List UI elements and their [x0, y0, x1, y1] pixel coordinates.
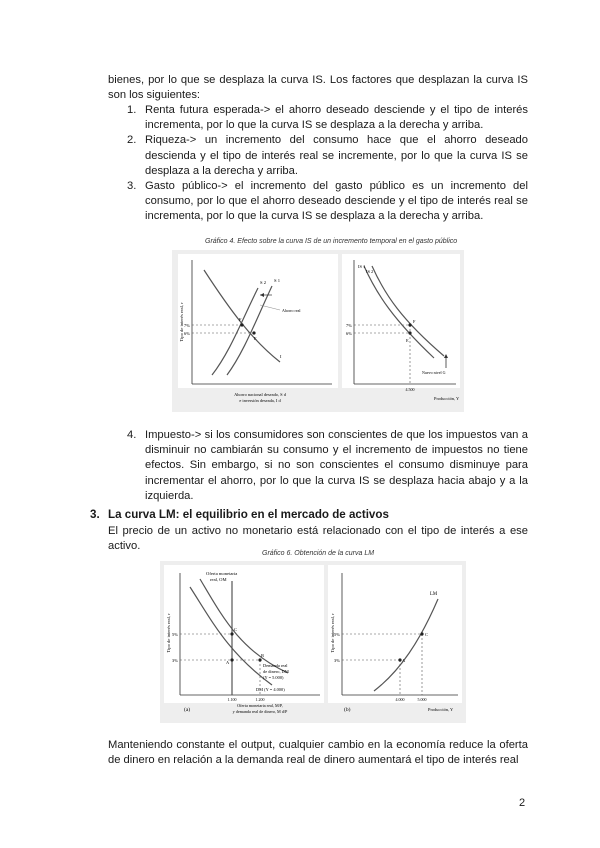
- om-label-1: Oferta monetaria: [206, 571, 238, 576]
- label-a-left: A: [226, 660, 230, 665]
- list-item: [127, 179, 528, 225]
- label-f-right: F: [413, 319, 416, 324]
- list-number: 3.: [127, 180, 137, 193]
- list-item: [127, 103, 528, 133]
- tick-x2-right: 5.000: [417, 697, 427, 702]
- right-panel: [342, 254, 460, 388]
- section-number: 3.: [90, 508, 100, 521]
- tick-3-left: 3%: [172, 658, 178, 663]
- left-panel: [178, 254, 338, 388]
- list-number: 2.: [127, 134, 137, 147]
- label-lm: LM: [430, 592, 438, 597]
- list-text: Riqueza-> un incremento del consumo hace que el ahorro deseado descienda y el tipo de interés real se incremente, por lo que la curva IS se desplaza a la derecha y arriba.: [145, 134, 528, 177]
- annotation-ahorro: Ahorro real: [282, 308, 301, 313]
- dm-label-3: (Y = 5.000): [263, 675, 284, 680]
- tick-6-right: 6%: [346, 331, 352, 336]
- ylabel-right: Tipo de interés real, r: [330, 613, 335, 653]
- point-f-right: [408, 323, 411, 326]
- is-factors-list: [127, 103, 528, 225]
- list-text: Impuesto-> si los consumidores son conscientes de que los impuestos van a disminuir no cambiarán su consumo y el incremento de impuestos no tiene efectos. Sin embargo, si no son conscientes el consumo disminuye para incrementar el ahorro, por lo que la curva IS se desplaza hacia abajo y a la izquierda.: [145, 429, 528, 502]
- label-s1: S 1: [274, 278, 281, 283]
- xlabel-1: Ahorro nacional deseado, S d: [234, 392, 286, 397]
- ylabel-left: Tipo de interés real, r: [166, 613, 171, 653]
- xlabel-2-left: y demanda real de dinero, M d/P: [232, 709, 288, 714]
- list-item: [127, 133, 528, 179]
- label-f-left: F: [239, 317, 242, 322]
- point-c-right: [420, 632, 423, 635]
- tick-y-right: 4.500: [405, 387, 415, 392]
- tax-list: [127, 428, 528, 504]
- annotation-nuevo-g: Nuevo nivel G: [422, 370, 446, 375]
- figure1-chart: [172, 250, 464, 412]
- intro-paragraph: bienes, por lo que se desplaza la curva IS. Los factores que desplazan la curva IS son los siguientes:: [108, 74, 528, 102]
- list-text: Renta futura esperada-> el ahorro deseado desciende y el tipo de interés incrementa, por lo que la curva IS se desplaza a la derecha y arriba.: [145, 104, 528, 132]
- figure1-caption: Gráfico 4. Efecto sobre la curva IS de un incremento temporal en el gasto público: [205, 238, 458, 245]
- point-e-right: [408, 331, 411, 334]
- dm-label-1: Demanda real: [263, 663, 288, 668]
- figure2-caption: Gráfico 6. Obtención de la curva LM: [262, 550, 375, 557]
- xlabel-right: Producción, Y: [434, 396, 460, 401]
- section-heading: [90, 508, 389, 521]
- xlabel-2: e inversión deseada, I d: [239, 398, 281, 403]
- label-a-right: A: [402, 658, 406, 663]
- tick-6-left: 6%: [184, 331, 190, 336]
- list-number: 4.: [127, 429, 137, 441]
- tick-7-left: 7%: [184, 323, 190, 328]
- label-s2: S 2: [260, 280, 267, 285]
- point-b-left: [258, 658, 261, 661]
- page-number: 2: [519, 797, 526, 809]
- om-label-2: real, OM: [210, 577, 227, 582]
- list-text: Gasto público-> el incremento del gasto público es un incremento del consumo, por lo que el ahorro deseado desciende y el tipo de interés real se incrementa, por lo que la curva IS se desplaza a la derecha y arriba.: [145, 180, 528, 223]
- label-c-left: C: [234, 627, 237, 632]
- tick-7-right: 7%: [346, 323, 352, 328]
- point-c-left: [230, 632, 233, 635]
- tick-5-right: 5%: [334, 632, 340, 637]
- xlabel-right: Producción, Y: [428, 707, 454, 712]
- label-is1: IS 1: [358, 264, 366, 269]
- figure2-chart: [160, 561, 466, 723]
- label-b-left: B: [261, 653, 264, 658]
- tick-3-right: 3%: [334, 658, 340, 663]
- label-c-right: C: [425, 632, 428, 637]
- lm-paragraph: El precio de un activo no monetario está relacionado con el tipo de interés a ese activo.: [108, 525, 528, 553]
- point-f-left: [240, 323, 243, 326]
- closing-paragraph: Manteniendo constante el output, cualquier cambio en la economía reduce la oferta de dinero en relación a la demanda real de dinero aumentará el tipo de interés real: [108, 739, 528, 767]
- point-e-left: [252, 331, 255, 334]
- dm-label-2: de dinero, DM: [263, 669, 289, 674]
- ylabel: Tipo de interés real, r: [179, 302, 184, 342]
- tick-5-left: 5%: [172, 632, 178, 637]
- xlabel-1-left: Oferta monetaria real, M/P,: [237, 703, 283, 708]
- list-number: 1.: [127, 104, 137, 116]
- tick-x1-left: 1.100: [227, 697, 237, 702]
- panel-label-a: (a): [184, 707, 191, 713]
- label-e-right: E: [406, 338, 409, 343]
- label-i: I: [280, 354, 282, 359]
- dm2-label: DM (Y = 4.000): [256, 687, 285, 692]
- point-a-left: [230, 658, 233, 661]
- section-title: La curva LM: el equilibrio en el mercado de activos: [108, 508, 389, 521]
- panel-label-b: (b): [344, 707, 351, 713]
- label-e-left: E: [254, 336, 257, 341]
- tick-x2-left: 1.200: [255, 697, 265, 702]
- label-is2: IS 2: [366, 269, 374, 274]
- list-item: [127, 428, 528, 504]
- tick-x1-right: 4.000: [395, 697, 405, 702]
